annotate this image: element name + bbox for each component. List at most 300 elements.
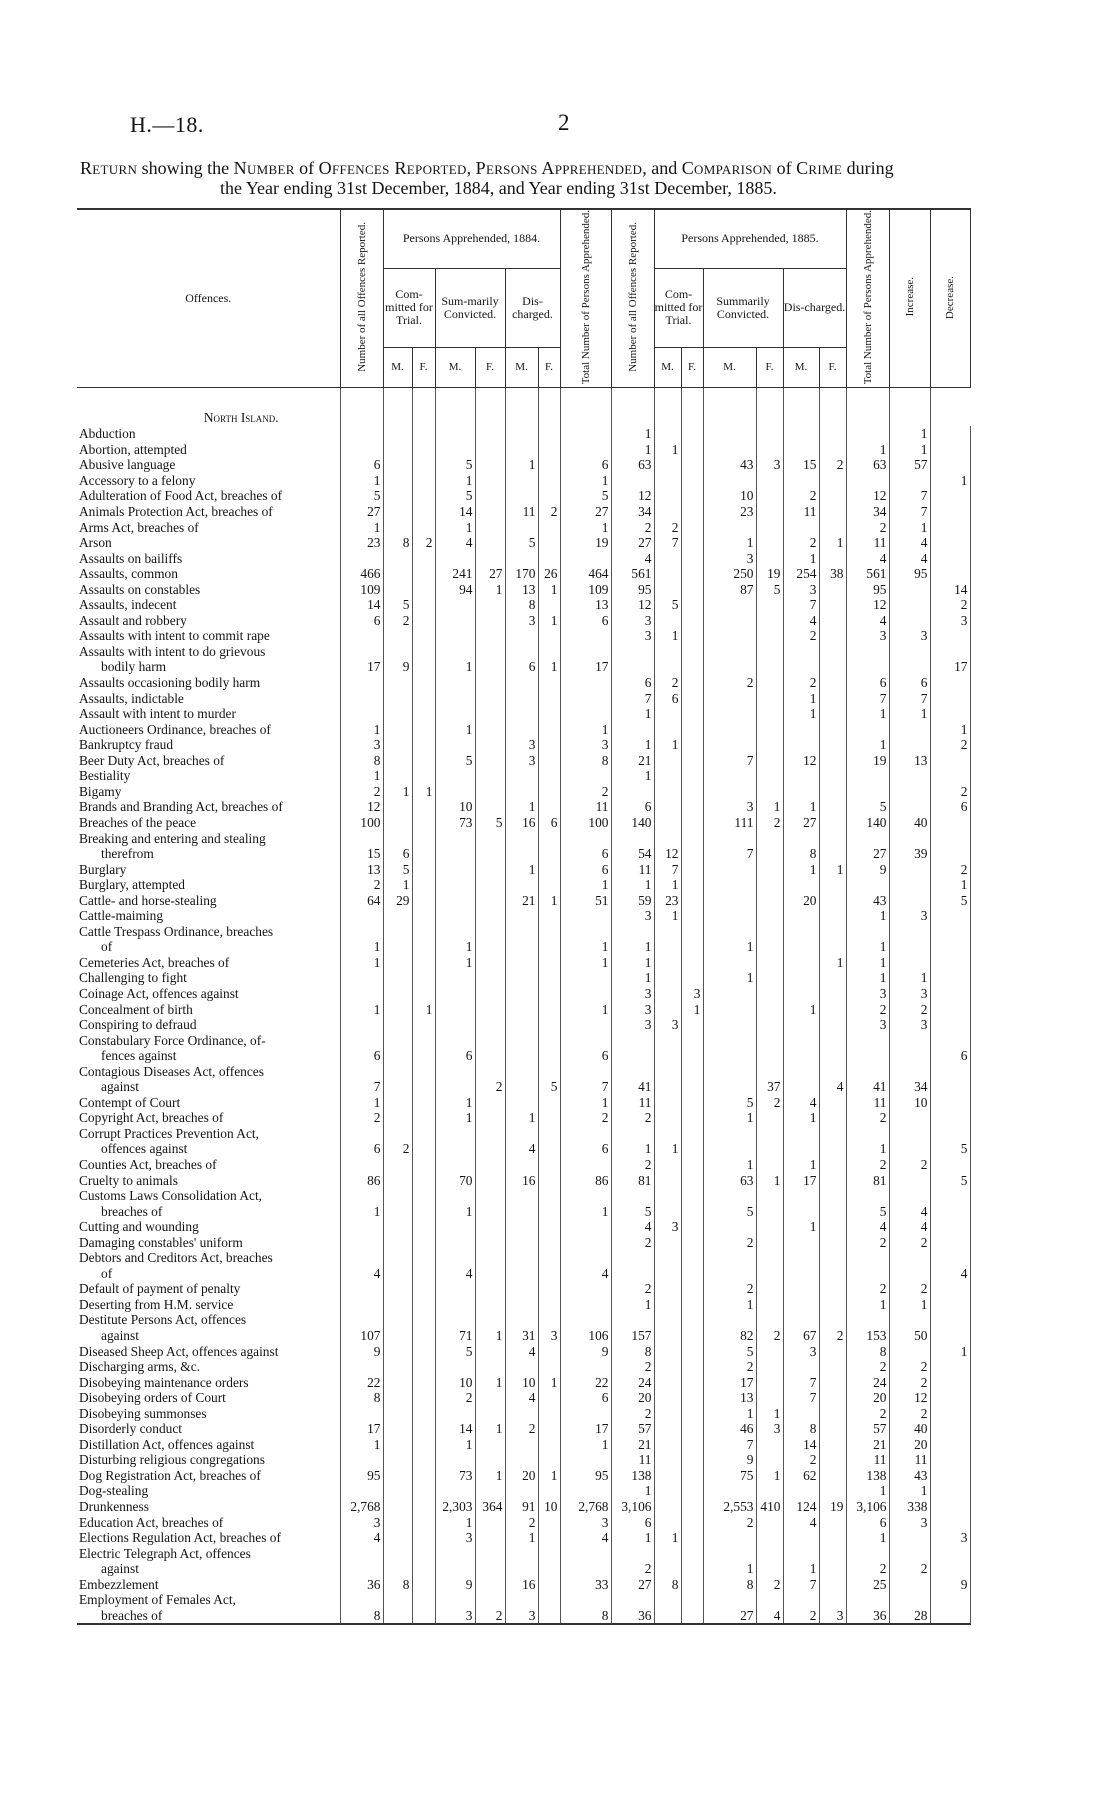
table-cell: [475, 388, 505, 427]
table-cell: [340, 1546, 383, 1562]
table-cell: [654, 955, 681, 971]
table-cell: [703, 1002, 756, 1018]
table-cell: 17: [703, 1375, 756, 1391]
table-cell: [681, 442, 703, 458]
offence-name: Abduction: [77, 426, 340, 442]
table-cell: 140: [846, 815, 889, 831]
table-cell: 3: [505, 613, 538, 629]
offence-name: Destitute Persons Act, offences: [77, 1312, 340, 1328]
table-cell: [383, 706, 412, 722]
table-cell: [475, 1110, 505, 1126]
table-cell: [783, 1297, 819, 1313]
table-cell: 1: [846, 939, 889, 955]
offence-name: Distillation Act, offences against: [77, 1437, 340, 1453]
table-cell: [611, 924, 654, 940]
table-cell: [538, 1608, 560, 1625]
table-row: [77, 1390, 970, 1406]
offence-name: Counties Act, breaches of: [77, 1157, 340, 1173]
table-cell: 43: [703, 457, 756, 473]
offence-name: Corrupt Practices Prevention Act,: [77, 1126, 340, 1142]
table-cell: [819, 1406, 846, 1422]
table-cell: [412, 1141, 435, 1157]
table-cell: [412, 877, 435, 893]
offence-name: Assaults on constables: [77, 582, 340, 598]
table-cell: [538, 1577, 560, 1593]
table-cell: [383, 1375, 412, 1391]
table-cell: [538, 1344, 560, 1360]
table-cell: [560, 1017, 611, 1033]
table-cell: 2: [611, 520, 654, 536]
table-cell: [383, 1188, 412, 1204]
table-cell: 3: [505, 753, 538, 769]
offence-name: Disturbing religious congregations: [77, 1452, 340, 1468]
table-cell: 1: [435, 1110, 475, 1126]
table-row: [77, 504, 970, 520]
table-cell: [703, 1064, 756, 1080]
table-cell: [560, 1452, 611, 1468]
table-cell: 7: [846, 691, 889, 707]
table-cell: 11: [611, 1095, 654, 1111]
table-cell: 2: [756, 815, 783, 831]
table-cell: 1: [846, 442, 889, 458]
table-cell: [889, 784, 930, 800]
table-cell: 4: [846, 613, 889, 629]
table-cell: 4: [889, 1219, 930, 1235]
table-cell: 3: [930, 1530, 970, 1546]
table-cell: 16: [505, 815, 538, 831]
table-row: [77, 659, 970, 675]
table-cell: [560, 1250, 611, 1266]
table-cell: [756, 644, 783, 660]
table-cell: 2: [611, 1281, 654, 1297]
table-cell: [412, 520, 435, 536]
table-row: [77, 457, 970, 473]
table-cell: [681, 753, 703, 769]
table-cell: 1: [560, 1002, 611, 1018]
table-cell: [756, 970, 783, 986]
table-cell: [681, 1421, 703, 1437]
table-cell: [756, 1017, 783, 1033]
table-cell: 4: [819, 1079, 846, 1095]
table-cell: 16: [505, 1577, 538, 1593]
table-cell: 1: [538, 613, 560, 629]
table-cell: 1: [654, 877, 681, 893]
table-cell: 9: [846, 862, 889, 878]
table-cell: [435, 1297, 475, 1313]
table-row: [77, 1546, 970, 1562]
table-cell: [703, 1219, 756, 1235]
table-cell: [611, 1126, 654, 1142]
table-cell: [560, 986, 611, 1002]
table-cell: [538, 1421, 560, 1437]
table-cell: [703, 628, 756, 644]
table-cell: [819, 877, 846, 893]
table-cell: [930, 442, 970, 458]
table-cell: [412, 1344, 435, 1360]
table-cell: [783, 1017, 819, 1033]
table-cell: [340, 426, 383, 442]
table-cell: [783, 1204, 819, 1220]
table-cell: [846, 1126, 889, 1142]
table-cell: [930, 706, 970, 722]
table-cell: [681, 1344, 703, 1360]
table-cell: 95: [611, 582, 654, 598]
table-cell: [475, 1250, 505, 1266]
offence-name: Auctioneers Ordinance, breaches of: [77, 722, 340, 738]
table-row: [77, 986, 970, 1002]
table-row: [77, 893, 970, 909]
table-cell: 1: [889, 706, 930, 722]
table-cell: [819, 986, 846, 1002]
table-cell: [412, 815, 435, 831]
table-cell: 3: [703, 799, 756, 815]
table-cell: [435, 1235, 475, 1251]
table-cell: [783, 1141, 819, 1157]
table-cell: [681, 1437, 703, 1453]
offence-name: Assaults on bailiffs: [77, 551, 340, 567]
table-cell: [475, 1546, 505, 1562]
header-number-reported-1884: [340, 209, 383, 388]
table-cell: 21: [611, 753, 654, 769]
table-cell: 2: [783, 488, 819, 504]
table-cell: 2,303: [435, 1499, 475, 1515]
table-cell: 1: [846, 1483, 889, 1499]
table-cell: 5: [435, 488, 475, 504]
table-cell: [889, 1173, 930, 1189]
table-cell: 1: [475, 1421, 505, 1437]
table-cell: 1: [560, 1095, 611, 1111]
table-cell: 57: [846, 1421, 889, 1437]
table-cell: [819, 1235, 846, 1251]
table-cell: [340, 1033, 383, 1049]
table-cell: 3: [611, 1002, 654, 1018]
header-offences: Offences.: [77, 209, 340, 388]
table-cell: [611, 1592, 654, 1608]
table-cell: [783, 877, 819, 893]
table-cell: [505, 706, 538, 722]
table-cell: [560, 1546, 611, 1562]
table-cell: 3: [846, 986, 889, 1002]
table-cell: [703, 1141, 756, 1157]
table-row: [77, 1452, 970, 1468]
table-cell: [654, 1173, 681, 1189]
offence-name: Conspiring to defraud: [77, 1017, 340, 1033]
table-row: [77, 1499, 970, 1515]
table-cell: 10: [703, 488, 756, 504]
table-row: [77, 566, 970, 582]
table-cell: 81: [846, 1173, 889, 1189]
table-cell: [340, 924, 383, 940]
table-cell: [889, 1312, 930, 1328]
table-cell: 3: [538, 1328, 560, 1344]
table-row: [77, 1204, 970, 1220]
table-cell: [412, 955, 435, 971]
table-cell: [383, 1468, 412, 1484]
table-cell: [783, 924, 819, 940]
table-cell: [383, 442, 412, 458]
table-cell: [538, 551, 560, 567]
table-cell: [681, 1561, 703, 1577]
table-cell: [930, 1561, 970, 1577]
table-cell: [475, 504, 505, 520]
table-cell: [505, 1406, 538, 1422]
table-cell: [819, 1359, 846, 1375]
table-cell: [681, 1126, 703, 1142]
table-cell: 109: [340, 582, 383, 598]
table-cell: [475, 691, 505, 707]
table-cell: [681, 473, 703, 489]
table-cell: [538, 970, 560, 986]
table-cell: 11: [505, 504, 538, 520]
table-cell: [560, 908, 611, 924]
table-cell: [435, 1002, 475, 1018]
table-cell: [383, 753, 412, 769]
table-cell: 4: [611, 551, 654, 567]
table-cell: [475, 784, 505, 800]
table-cell: [412, 799, 435, 815]
table-cell: [930, 457, 970, 473]
table-cell: [475, 426, 505, 442]
table-cell: [560, 1297, 611, 1313]
header-total-1884: [560, 209, 611, 388]
table-cell: [412, 846, 435, 862]
table-cell: 124: [783, 1499, 819, 1515]
table-cell: 5: [846, 799, 889, 815]
table-cell: 19: [560, 535, 611, 551]
table-cell: 13: [889, 753, 930, 769]
table-cell: [783, 970, 819, 986]
offence-name: Assaults, indecent: [77, 597, 340, 613]
table-cell: [560, 1157, 611, 1173]
table-cell: [538, 457, 560, 473]
table-cell: [654, 1126, 681, 1142]
table-cell: [681, 924, 703, 940]
table-cell: [412, 1499, 435, 1515]
table-cell: [654, 831, 681, 847]
table-cell: [340, 1188, 383, 1204]
table-cell: [783, 1126, 819, 1142]
table-cell: [681, 1157, 703, 1173]
table-cell: 67: [783, 1328, 819, 1344]
table-cell: [930, 426, 970, 442]
table-cell: 8: [340, 1608, 383, 1625]
table-cell: [412, 1110, 435, 1126]
table-cell: [383, 1235, 412, 1251]
table-cell: [435, 768, 475, 784]
table-cell: [538, 1546, 560, 1562]
table-cell: 50: [889, 1328, 930, 1344]
table-cell: 1: [756, 1468, 783, 1484]
table-cell: 12: [846, 488, 889, 504]
table-cell: 11: [783, 504, 819, 520]
table-cell: 1: [846, 1141, 889, 1157]
table-cell: [383, 675, 412, 691]
table-cell: 23: [703, 504, 756, 520]
table-cell: [819, 893, 846, 909]
table-cell: 1: [538, 659, 560, 675]
table-cell: 3: [846, 628, 889, 644]
header-text: Increase.: [903, 277, 916, 317]
table-row: [77, 1608, 970, 1625]
header-committed-1884: Com-mitted for Trial.: [383, 268, 435, 347]
table-cell: [819, 1561, 846, 1577]
table-row: [77, 1406, 970, 1422]
table-cell: [930, 1468, 970, 1484]
table-cell: [475, 442, 505, 458]
table-cell: [475, 1530, 505, 1546]
table-cell: 1: [435, 1204, 475, 1220]
table-cell: 2: [611, 1110, 654, 1126]
table-cell: [703, 924, 756, 940]
table-cell: [435, 1250, 475, 1266]
table-cell: [538, 675, 560, 691]
table-cell: [703, 1048, 756, 1064]
table-cell: 87: [703, 582, 756, 598]
table-cell: [756, 1515, 783, 1531]
table-cell: 2: [611, 1235, 654, 1251]
table-cell: [783, 768, 819, 784]
table-cell: 3: [930, 613, 970, 629]
table-cell: 2: [783, 1452, 819, 1468]
table-cell: [654, 939, 681, 955]
table-cell: [383, 1110, 412, 1126]
table-cell: 1: [681, 1002, 703, 1018]
table-cell: [538, 488, 560, 504]
table-cell: [756, 1452, 783, 1468]
table-cell: [435, 597, 475, 613]
table-cell: 3: [611, 1017, 654, 1033]
table-cell: [783, 1546, 819, 1562]
table-cell: [703, 613, 756, 629]
table-cell: [383, 691, 412, 707]
table-cell: [819, 1577, 846, 1593]
table-cell: [756, 1312, 783, 1328]
table-cell: [505, 1592, 538, 1608]
offence-name: fences against: [77, 1048, 340, 1064]
table-cell: [383, 1250, 412, 1266]
table-cell: 8: [383, 1577, 412, 1593]
table-cell: [819, 613, 846, 629]
table-cell: [846, 1546, 889, 1562]
table-cell: [435, 877, 475, 893]
table-cell: [930, 1437, 970, 1453]
table-cell: 2: [846, 1561, 889, 1577]
table-cell: 2,553: [703, 1499, 756, 1515]
table-cell: [340, 1250, 383, 1266]
table-cell: [930, 1281, 970, 1297]
offence-name: Discharging arms, &c.: [77, 1359, 340, 1375]
table-cell: [383, 1561, 412, 1577]
table-row: [77, 908, 970, 924]
table-cell: [681, 1359, 703, 1375]
table-cell: [681, 1406, 703, 1422]
table-cell: 3: [889, 628, 930, 644]
table-cell: [681, 831, 703, 847]
table-row: [77, 706, 970, 722]
offence-name: against: [77, 1328, 340, 1344]
table-cell: 7: [611, 691, 654, 707]
table-cell: [654, 815, 681, 831]
table-cell: 11: [611, 862, 654, 878]
table-cell: [475, 675, 505, 691]
table-cell: 1: [435, 955, 475, 971]
table-cell: 3: [340, 737, 383, 753]
table-cell: [383, 426, 412, 442]
table-cell: [383, 1079, 412, 1095]
table-cell: [756, 908, 783, 924]
table-cell: [340, 970, 383, 986]
table-cell: 1: [560, 1204, 611, 1220]
table-cell: [383, 799, 412, 815]
table-cell: [475, 628, 505, 644]
table-cell: 27: [783, 815, 819, 831]
table-cell: [819, 1344, 846, 1360]
table-cell: 7: [783, 1577, 819, 1593]
table-cell: [505, 1017, 538, 1033]
table-cell: 1: [930, 722, 970, 738]
table-cell: [783, 722, 819, 738]
table-cell: [703, 908, 756, 924]
table-cell: [412, 1390, 435, 1406]
table-cell: [846, 426, 889, 442]
table-cell: [560, 1188, 611, 1204]
table-cell: 410: [756, 1499, 783, 1515]
offence-name: Disobeying summonses: [77, 1406, 340, 1422]
table-cell: [435, 924, 475, 940]
table-cell: [505, 691, 538, 707]
table-cell: [819, 970, 846, 986]
table-cell: [703, 659, 756, 675]
table-cell: 17: [560, 659, 611, 675]
table-cell: [560, 1406, 611, 1422]
offence-name: Breaches of the peace: [77, 815, 340, 831]
table-cell: [819, 737, 846, 753]
table-cell: [783, 955, 819, 971]
table-cell: [412, 1530, 435, 1546]
table-cell: [654, 1110, 681, 1126]
table-cell: [340, 986, 383, 1002]
table-row: [77, 1219, 970, 1235]
table-cell: 2: [383, 1141, 412, 1157]
table-cell: [412, 1126, 435, 1142]
table-row: [77, 1592, 970, 1608]
table-cell: [475, 1437, 505, 1453]
table-row: [77, 691, 970, 707]
table-cell: [889, 1266, 930, 1282]
table-cell: [930, 815, 970, 831]
table-cell: 3: [505, 737, 538, 753]
table-cell: [435, 675, 475, 691]
table-cell: [340, 1312, 383, 1328]
table-cell: [819, 442, 846, 458]
table-cell: [783, 1188, 819, 1204]
table-cell: [889, 1033, 930, 1049]
table-cell: 36: [846, 1608, 889, 1625]
table-cell: [475, 1173, 505, 1189]
table-cell: 73: [435, 1468, 475, 1484]
table-cell: [412, 893, 435, 909]
table-cell: [475, 706, 505, 722]
table-cell: [681, 939, 703, 955]
table-cell: [538, 768, 560, 784]
table-cell: [846, 924, 889, 940]
table-cell: [654, 1390, 681, 1406]
table-cell: [412, 939, 435, 955]
table-cell: [412, 582, 435, 598]
table-cell: [654, 504, 681, 520]
table-cell: 2: [611, 1406, 654, 1422]
table-cell: [756, 473, 783, 489]
